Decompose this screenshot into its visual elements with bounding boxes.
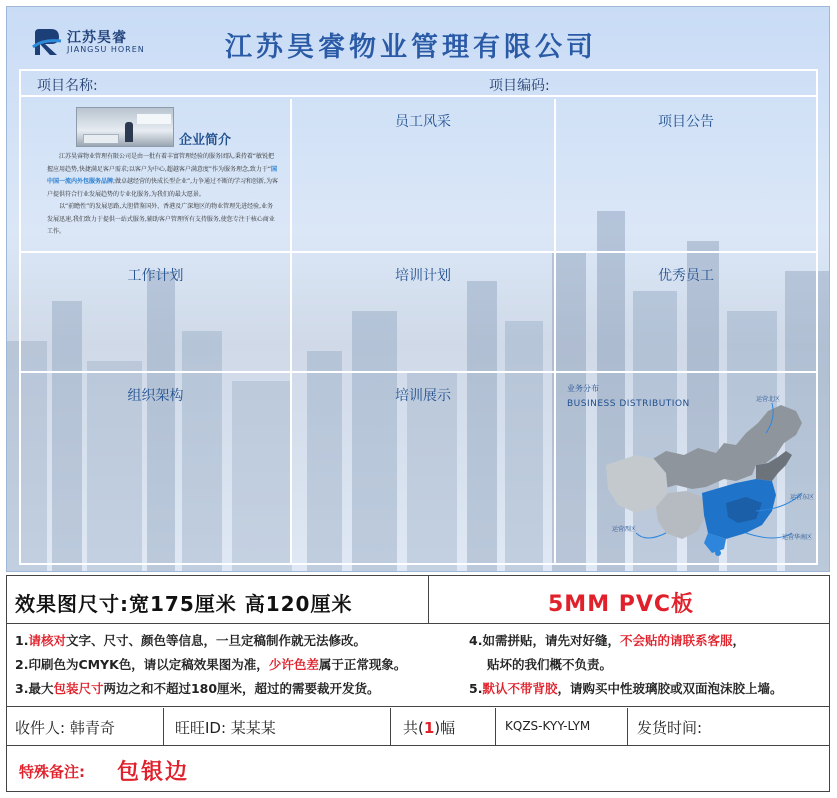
china-map [606, 393, 822, 561]
order-code: KQZS-KYY-LYM [505, 719, 591, 733]
org-structure-title: 组织架构 [127, 388, 184, 404]
company-title: 江苏昊睿物业管理有限公司 [225, 32, 597, 63]
piece-count: 共(1)幅 [403, 719, 456, 737]
notes-block [7, 625, 829, 707]
cell-company-intro [21, 99, 292, 253]
work-plan-title: 工作计划 [127, 268, 184, 284]
cell-training-plan [292, 253, 556, 373]
size-material-row [7, 576, 829, 624]
remark-label: 特殊备注: [19, 763, 85, 781]
announcement-title: 项目公告 [658, 114, 714, 130]
region-north-label: 运营北区 [756, 396, 781, 403]
staff-style-title: 员工风采 [395, 114, 451, 130]
remark-row [7, 747, 829, 791]
cell-staff-style [292, 99, 556, 253]
company-logo [31, 25, 161, 59]
excellent-staff-title: 优秀员工 [658, 268, 714, 284]
region-west-label: 运营西区 [612, 526, 637, 533]
cell-work-plan [21, 253, 292, 373]
note-4: 4.如需拼贴，请先对好缝，不会贴的请联系客服， [469, 633, 745, 648]
cell-excellent-staff [556, 253, 816, 373]
shipping-row [7, 708, 829, 746]
wangwang-id: 旺旺ID: 某某某 [175, 719, 276, 737]
region-south-label: 运营华南区 [782, 534, 813, 541]
cell-training-show [292, 373, 556, 563]
note-4-cont: 贴坏的我们概不负责。 [487, 657, 613, 672]
material-text: 5MM PVC板 [548, 592, 695, 617]
ship-time: 发货时间: [637, 719, 703, 737]
logo-text-cn: 江苏昊睿 [67, 30, 127, 46]
cell-business-distribution [556, 373, 816, 563]
size-text: 效果图尺寸:宽175厘米 高120厘米 [15, 592, 353, 616]
order-info-panel [6, 575, 830, 792]
training-show-title: 培训展示 [395, 388, 451, 404]
content-grid [19, 69, 818, 565]
business-label-en: BUSINESS DISTRIBUTION [567, 399, 690, 409]
cell-org-structure [21, 373, 292, 563]
business-label-cn: 业务分布 [567, 384, 599, 393]
cell-announcement [556, 99, 816, 253]
note-3: 3.最大包装尺寸两边之和不超过180厘米，超过的需要裁开发货。 [15, 681, 380, 696]
intro-heading: 企业简介 [179, 133, 232, 148]
note-5: 5.默认不带背胶，请购买中性玻璃胶或双面泡沫胶上墙。 [469, 681, 783, 696]
logo-mark-icon [31, 27, 63, 57]
logo-text-en: JIANGSU HOREN [67, 45, 145, 54]
header [7, 7, 830, 65]
signboard [6, 6, 830, 572]
training-plan-title: 培训计划 [395, 268, 451, 284]
region-east-label: 运营东区 [790, 494, 815, 501]
note-1: 1.请核对文字、尺寸、颜色等信息，一旦定稿制作就无法修改。 [15, 633, 366, 648]
intro-text: 江苏昊睿物业管理有限公司是由一批有着丰富管理经验的服务团队,秉持着“敏锐把握应用趋势,快捷满足客户需求;以客户为中心,超越客户满意度”作为服务理念,致力于“国中国一流内外包服务品牌;做卓越经营的快成长型企业”,力争通过不断的学习和创新,为客户提供符合行业发展趋势的专业化服务,为我们的最大愿景。 以“前瞻性”的发展思路,大胆借鉴国外、香港及广深地区的物业管理先进经验,业务发展迅速,我们致力于提供一站式服务,辅助客户管理所有支持服务,使您专注于核心商业工作。 [47, 153, 278, 235]
project-code-label: 项目编码: [489, 78, 550, 94]
receiver: 收件人: 韩青奇 [15, 719, 115, 737]
office-photo [76, 107, 174, 147]
note-2: 2.印刷色为CMYK色，请以定稿效果图为准，少许色差属于正常现象。 [15, 657, 407, 672]
remark-value: 包银边 [117, 760, 190, 785]
project-row [21, 71, 816, 97]
project-name-label: 项目名称: [37, 78, 98, 94]
